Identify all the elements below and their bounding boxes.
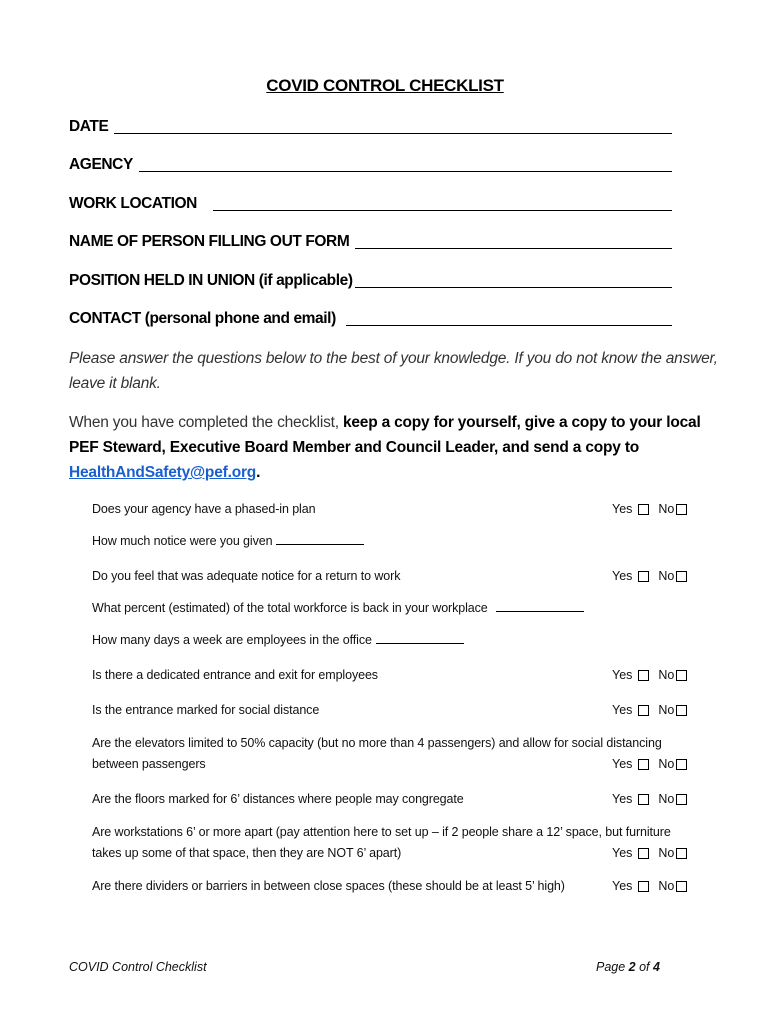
no-checkbox[interactable] bbox=[676, 848, 687, 859]
footer-title: COVID Control Checklist bbox=[69, 960, 207, 974]
yes-checkbox[interactable] bbox=[638, 504, 649, 515]
completion-bold: keep a copy for yourself, give a copy to your local PEF Steward, Executive Board Member and Council Leader, and send a copy to bbox=[69, 414, 701, 456]
yes-label: Yes bbox=[612, 569, 633, 583]
no-label: No bbox=[658, 757, 675, 771]
date-label: DATE bbox=[69, 118, 109, 135]
question-percent-workforce bbox=[92, 601, 584, 615]
question-workstations-line2: takes up some of that space, then they are NOT 6’ apart) bbox=[92, 846, 402, 860]
question-notice-text: How much notice were you given bbox=[92, 534, 273, 548]
completion-text bbox=[69, 410, 719, 485]
page-number bbox=[596, 960, 660, 974]
page-total: 4 bbox=[653, 960, 660, 974]
question-dividers: Are there dividers or barriers in between close spaces (these should be at least 5’ high) bbox=[92, 879, 565, 893]
page-prefix: Page bbox=[596, 960, 629, 974]
yes-label: Yes bbox=[612, 668, 633, 682]
date-field bbox=[69, 118, 672, 136]
yes-checkbox[interactable] bbox=[638, 705, 649, 716]
no-checkbox[interactable] bbox=[676, 881, 687, 892]
question-adequate-notice: Do you feel that was adequate notice for a return to work bbox=[92, 569, 401, 583]
instructions-text: Please answer the questions below to the best of your knowledge. If you do not know the answer, leave it blank. bbox=[69, 350, 718, 392]
yes-no-phased-plan bbox=[612, 502, 687, 516]
question-days-text: How many days a week are employees in the office bbox=[92, 633, 372, 647]
contact-line[interactable] bbox=[346, 311, 672, 326]
position-field bbox=[69, 272, 672, 290]
agency-field bbox=[69, 156, 672, 174]
name-label: NAME OF PERSON FILLING OUT FORM bbox=[69, 233, 350, 250]
work-location-label: WORK LOCATION bbox=[69, 195, 197, 212]
completion-intro: When you have completed the checklist, bbox=[69, 414, 343, 431]
question-percent-text: What percent (estimated) of the total workforce is back in your workplace bbox=[92, 601, 488, 615]
yes-checkbox[interactable] bbox=[638, 794, 649, 805]
question-dedicated-entrance: Is there a dedicated entrance and exit for employees bbox=[92, 668, 378, 682]
work-location-line[interactable] bbox=[213, 196, 672, 211]
no-checkbox[interactable] bbox=[676, 794, 687, 805]
work-location-field bbox=[69, 195, 672, 213]
yes-label: Yes bbox=[612, 703, 633, 717]
yes-label: Yes bbox=[612, 879, 633, 893]
no-label: No bbox=[658, 792, 675, 806]
no-checkbox[interactable] bbox=[676, 504, 687, 515]
question-elevators-line2: between passengers bbox=[92, 757, 206, 771]
question-notice bbox=[92, 534, 364, 548]
notice-blank[interactable] bbox=[276, 534, 364, 545]
question-days-week bbox=[92, 633, 464, 647]
yes-no-dividers bbox=[612, 879, 687, 893]
yes-label: Yes bbox=[612, 757, 633, 771]
name-line[interactable] bbox=[355, 234, 672, 249]
no-label: No bbox=[658, 569, 675, 583]
yes-no-dedicated-entrance bbox=[612, 668, 687, 682]
days-blank[interactable] bbox=[376, 633, 464, 644]
yes-no-elevators bbox=[612, 757, 687, 771]
question-phased-plan: Does your agency have a phased-in plan bbox=[92, 502, 316, 516]
yes-label: Yes bbox=[612, 846, 633, 860]
question-floors-marked: Are the floors marked for 6’ distances where people may congregate bbox=[92, 792, 464, 806]
email-link[interactable]: HealthAndSafety@pef.org bbox=[69, 464, 257, 481]
yes-checkbox[interactable] bbox=[638, 848, 649, 859]
no-checkbox[interactable] bbox=[676, 759, 687, 770]
page-of: of bbox=[635, 960, 653, 974]
no-label: No bbox=[658, 703, 675, 717]
yes-checkbox[interactable] bbox=[638, 759, 649, 770]
percent-blank[interactable] bbox=[496, 601, 584, 612]
no-label: No bbox=[658, 846, 675, 860]
yes-no-entrance-marked bbox=[612, 703, 687, 717]
position-line[interactable] bbox=[355, 273, 672, 288]
page-current: 2 bbox=[628, 960, 636, 974]
yes-no-workstations bbox=[612, 846, 687, 860]
yes-label: Yes bbox=[612, 792, 633, 806]
name-field bbox=[69, 233, 672, 251]
yes-no-floors-marked bbox=[612, 792, 687, 806]
contact-label: CONTACT (personal phone and email) bbox=[69, 310, 336, 327]
question-elevators-line1: Are the elevators limited to 50% capacity (but no more than 4 passengers) and allow for social distancing bbox=[92, 736, 662, 750]
question-workstations-line1: Are workstations 6’ or more apart (pay attention here to set up – if 2 people share a 12’ space, but furniture bbox=[92, 825, 671, 839]
no-checkbox[interactable] bbox=[676, 670, 687, 681]
yes-checkbox[interactable] bbox=[638, 571, 649, 582]
page-title: COVID CONTROL CHECKLIST bbox=[266, 76, 504, 95]
no-label: No bbox=[658, 502, 675, 516]
contact-field bbox=[69, 310, 672, 328]
agency-label: AGENCY bbox=[69, 156, 133, 173]
yes-label: Yes bbox=[612, 502, 633, 516]
yes-no-adequate-notice bbox=[612, 569, 687, 583]
position-label: POSITION HELD IN UNION (if applicable) bbox=[69, 272, 353, 289]
yes-checkbox[interactable] bbox=[638, 881, 649, 892]
no-checkbox[interactable] bbox=[676, 571, 687, 582]
completion-end: . bbox=[256, 464, 261, 481]
yes-checkbox[interactable] bbox=[638, 670, 649, 681]
agency-line[interactable] bbox=[139, 157, 672, 172]
date-line[interactable] bbox=[114, 119, 672, 134]
question-entrance-marked: Is the entrance marked for social distance bbox=[92, 703, 320, 717]
no-label: No bbox=[658, 879, 675, 893]
no-label: No bbox=[658, 668, 675, 682]
no-checkbox[interactable] bbox=[676, 705, 687, 716]
